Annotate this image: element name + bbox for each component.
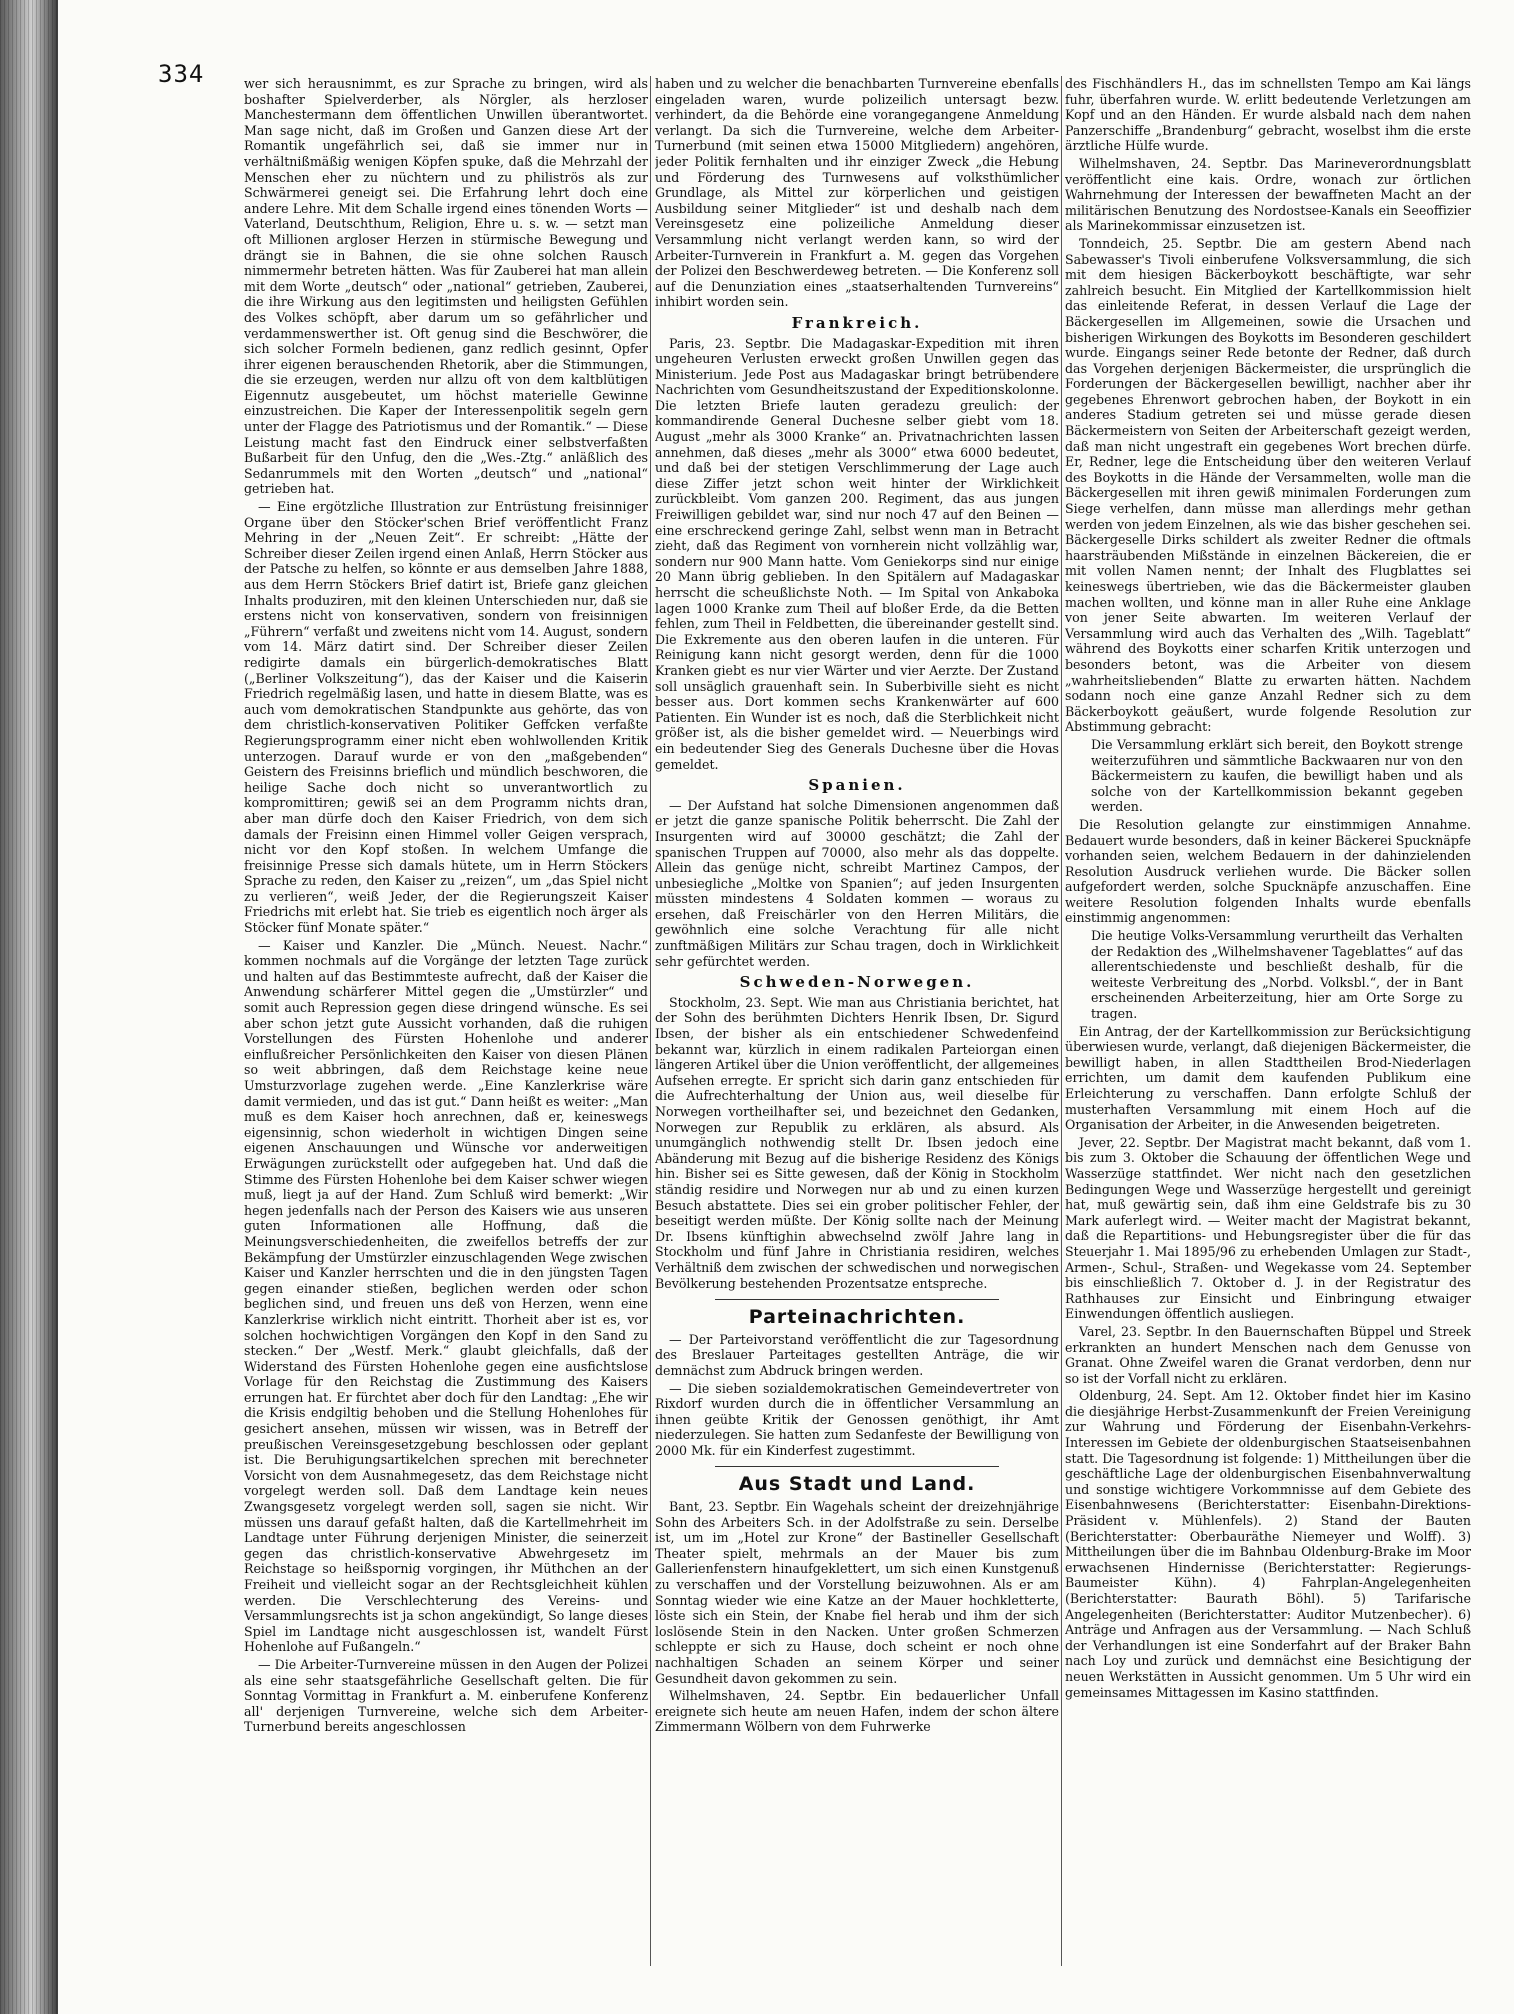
paragraph: — Der Parteivorstand veröffentlicht die zur Tagesordnung des Breslauer Parteitages gestellten Anträge, die wir demnächst zum Abdruck bringen werden. [655,1331,1059,1378]
paragraph: Wilhelmshaven, 24. Septbr. Ein bedauerlicher Unfall ereignete sich heute am neuen Hafen, indem der schon ältere Zimmermann Wölbern von dem Fuhrwerke [655,1688,1059,1735]
paragraph: haben und zu welcher die benachbarten Turnvereine ebenfalls eingeladen waren, wurde polizeilich untersagt bezw. verhindert, da die Behörde eine vorangegangene Anmeldung verlangt. Da sich die Turnvereine, welche dem Arbeiter-Turnerbund (mit seinen etwa 15000 Mitgliedern) angehören, jeder Politik fernhalten und ihr einziger Zweck „die Hebung und Förderung des Turnwesens auf volksthümlicher Grundlage, als Mittel zur körperlichen und geistigen Ausbildung seiner Mitglieder“ ist und deshalb nach dem Vereinsgesetz eine polizeiliche Anmeldung dieser Versammlung nicht verlangt werden kann, so wird der Arbeiter-Turnverein in Frankfurt a. M. gegen das Vorgehen der Polizei den Beschwerdeweg betreten. — Die Konferenz soll auf die Denunziation eines „staatserhaltenden Turnvereins“ inhibirt worden sein. [655,76,1059,310]
section-heading-parteinachrichten: Parteinachrichten. [748,1306,966,1329]
resolution-text: Die heutige Volks-Versammlung verurtheilt das Verhalten der Redaktion des „Wilhelmshavener Tageblattes“ auf das allerentschiedenste und beschließt deshalb, für die weiteste Verbreitung des „Norbd. Volksbl.“, der in Bant erscheinenden Arbeiterzeitung, hier am Orte Sorge zu tragen. [1091,928,1463,1022]
paragraph: Die Resolution gelangte zur einstimmigen Annahme. Bedauert wurde besonders, daß in keiner Bäckerei Spucknäpfe vorhanden seien, welchem Bedauern in der dahinzielenden Resolution Ausdruck verliehen wurde. Die Bäcker sollen aufgefordert werden, solche Spucknäpfe anzuschaffen. Eine weitere Resolution folgenden Inhalts wurde ebenfalls einstimmig angenommen: [1065,816,1471,926]
paragraph: Stockholm, 23. Sept. Wie man aus Christiania berichtet, hat der Sohn des berühmten Dichters Henrik Ibsen, Dr. Sigurd Ibsen, der bisher als ein entschiedener Schwedenfeind bekannt war, kürzlich in einem radikalen Parteiorgan einen längeren Artikel über die Union veröffentlicht, der allgemeines Aufsehen erregte. Er spricht sich darin ganz entschieden für die Aufrechterhaltung der Union aus, weil dieselbe für Norwegen vortheilhafter sei, und bezeichnet den Gedanken, Norwegen zur Republik zu erklären, als absurd. Als unumgänglich nothwendig stellt Dr. Ibsen jedoch eine Abänderung mit Bezug auf die bisherige Residenz des Königs hin. Bisher sei es Sitte gewesen, daß der König in Stockholm ständig residire und Norwegen nur ab und zu einen kurzen Besuch abstattete. Dies sei ein grober politischer Fehler, der beseitigt werden müßte. Der König sollte nach der Meinung Dr. Ibsens künftighin abwechselnd zwölf Jahre lang in Stockholm und fünf Jahre in Christiania residiren, welches Verhältniß dem zwischen der schwedischen und norwegischen Bevölkerung bestehenden Prozentsatze entspreche. [655,994,1059,1291]
paragraph: Bant, 23. Septbr. Ein Wagehals scheint der dreizehnjährige Sohn des Arbeiters Sch. in der Adolfstraße zu sein. Derselbe ist, um im „Hotel zur Krone“ der Bastineller Gesellschaft Theater spielt, mehrmals an der Mauer bis zum Gallerienfenstern hinaufgeklettert, um sich einen Kunstgenuß zu verschaffen und der Vorstellung beizuwohnen. Als er am Sonntag wieder wie eine Katze an der Mauer hochkletterte, löste sich ein Stein, der Knabe fiel herab und ihm der sich loslösende Stein in den Nacken. Unter großen Schmerzen schleppte er sich zu Hause, doch scheint er noch ohne nachhaltigen Schaden an seinem Körper und seiner Gesundheit davon gekommen zu sein. [655,1499,1059,1686]
paragraph: Ein Antrag, der der Kartellkommission zur Berücksichtigung überwiesen wurde, verlangt, daß diejenigen Bäckermeister, die bewilligt haben, in allen Stadttheilen Brod-Niederlagen errichten, um damit dem kaufenden Publikum eine Erleichterung zu verschaffen. Dann erfolgte Schluß der musterhaften Versammlung mit einem Hoch auf die Organisation der Arbeiter, in die Anwesenden beigetreten. [1065,1023,1471,1133]
section-divider [715,1299,999,1300]
column-rule [1061,76,1062,1966]
resolution-text: Die Versammlung erklärt sich bereit, den Boykott strenge weiterzuführen und sämmtliche Backwaaren nur von den Bäckermeistern zu kaufen, die bewilligt haben und als solche von der Kartellkommission bekannt gegeben werden. [1091,736,1463,815]
page-number: 334 [158,60,205,88]
paragraph: wer sich herausnimmt, es zur Sprache zu bringen, wird als boshafter Spielverderber, als Nörgler, als herzloser Manchestermann dem öffentlichen Unwillen überantwortet. Man sage nicht, daß im Großen und Ganzen diese Art der Romantik ungefährlich sei, daß sie immer nur in verhältnißmäßig wenigen Köpfen spuke, daß die Mehrzahl der Menschen eher zu nüchtern und zu philiströs als zur Schwärmerei geneigt sei. Die Erfahrung lehrt doch eine andere Lehre. Mit dem Schalle irgend eines tönenden Worts — Vaterland, Deutschthum, Religion, Ehre u. s. w. — setzt man oft Millionen argloser Herzen in stürmische Bewegung und drängt sie in Bahnen, die sie ohne solchen Rausch nimmermehr betreten hätten. Was für Zauberei hat man allein mit dem Worte „deutsch“ oder „national“ getrieben, Zauberei, die ihre Wirkung aus den legitimsten und heiligsten Gefühlen des Volkes schöpft, aber darum um so gefährlicher und verdammenswerther ist. Oft genug sind die Beschwörer, die sich solcher Formeln bedienen, ganz redlich gesinnt, Opfer ihrer eigenen berauschenden Rhetorik, aber die Stimmungen, die sie erzeugen, werden nur allzu oft von dem kaltblütigen Eigennutz ausgebeutet, um höchst materielle Gewinne einzustreichen. Die Kaper der Interessenpolitik segeln gern unter der Flagge des Patriotismus und der Romantik.“ — Diese Leistung macht fast den Eindruck einer selbstverfaßten Bußarbeit für den Unfug, den die „Wes.-Ztg.“ anläßlich des Sedanrummels mit den Worten „deutsch“ und „national“ getrieben hat. [244,76,648,497]
column-1 [244,76,648,1976]
paragraph: Jever, 22. Septbr. Der Magistrat macht bekannt, daß vom 1. bis zum 3. Oktober die Schauung der öffentlichen Wege und Wasserzüge stattfindet. Wer nicht nach den gesetzlichen Bedingungen Wege und Wasserzüge hergestellt und gereinigt hat, muß gewärtig sein, daß ihm eine Geldstrafe bis zu 30 Mark auferlegt wird. — Weiter macht der Magistrat bekannt, daß die Repartitions- und Hebungsregister über die für das Steuerjahr 1. Mai 1895/96 zu erhebenden Umlagen zur Stadt-, Armen-, Schul-, Straßen- und Wegekasse vom 24. September bis einschließlich 7. Oktober d. J. in der Registratur des Rathhauses zur Einsicht und Einbringung etwaiger Einwendungen öffentlich ausliegen. [1065,1134,1471,1322]
paragraph: — Eine ergötzliche Illustration zur Entrüstung freisinniger Organe über den Stöcker'schen Brief veröffentlicht Franz Mehring in der „Neuen Zeit“. Er schreibt: „Hätte der Schreiber dieser Zeilen irgend einen Anlaß, Herrn Stöcker aus der Patsche zu helfen, so könnte er aus demselben Jahre 1888, aus dem Herrn Stöckers Brief datirt ist, Briefe ganz gleichen Inhalts produziren, mit den kleinen Unterschieden nur, daß sie erstens nicht von konservativen, sondern von freisinnigen „Führern“ verfaßt und zweitens nicht vom 14. August, sondern vom 14. März datirt sind. Der Schreiber dieser Zeilen redigirte damals ein bürgerlich-demokratisches Blatt („Berliner Volkszeitung“), das der Kaiser und die Kaiserin Friedrich regelmäßig lasen, und hatte in diesem Blatte, was es auch vom demokratischen Standpunkte aus gehörte, das von dem christlich-konservativen Politiker Geffcken verfaßte Regierungsprogramm einer nicht eben wohlwollenden Kritik unterzogen. Darauf wurde er von den „maßgebenden“ Geistern des Freisinns brieflich und mündlich beschworen, die heilige Sache doch nicht so unverantwortlich zu kompromittiren; gewiß sei an dem Programm nichts dran, aber man dürfe doch den Kaiser Friedrich, von dem sich damals der Freisinn einen Himmel voller Geigen versprach, nicht vor den Kopf stoßen. In welchem Umfange die freisinnige Presse sich damals hütete, um in Herrn Stöckers Sprache zu reden, den Kaiser zu „reizen“, um „das Spiel nicht zu verlieren“, weiß Jeder, der die Regierungszeit Kaiser Friedrichs mit erlebt hat. Sie trieb es eigentlich noch ärger als Stöcker fünf Monate später.“ [244,499,648,936]
section-divider [715,1466,999,1467]
paragraph: Varel, 23. Septbr. In den Bauernschaften Büppel und Streek erkrankten an hundert Menschen nach dem Genusse von Granat. Ohne Zweifel waren die Granat verdorben, denn nur so ist der Vorfall nicht zu erklären. [1065,1323,1471,1386]
paragraph: Oldenburg, 24. Sept. Am 12. Oktober findet hier im Kasino die diesjährige Herbst-Zusammenkunft der Freien Vereinigung zur Wahrung und Förderung der Eisenbahn-Verkehrs-Interessen im Gebiete der oldenburgischen Staatseisenbahnen statt. Die Tagesordnung ist folgende: 1) Mittheilungen über die geschäftliche Lage der oldenburgischen Eisenbahnverwaltung und sonstige wichtigere Vorkommnisse auf dem Gebiete des Eisenbahnwesens (Berichterstatter: Eisenbahn-Direktions-Präsident v. Mühlenfels). 2) Stand der Bauten (Berichterstatter: Oberbauräthe Niemeyer und Wolff). 3) Mittheilungen über die im Bahnbau Oldenburg-Brake im Moor erwachsenen Hindernisse (Berichterstatter: Regierungs-Baumeister Kühn). 4) Fahrplan-Angelegenheiten (Berichterstatter: Baurath Böhl). 5) Tarifarische Angelegenheiten (Berichterstatter: Auditor Mutzenbecher). 6) Anträge und Anfragen aus der Versammlung. — Nach Schluß der Verhandlungen ist eine Sonderfahrt auf der Braker Bahn nach Loy und zurück und demnächst eine Besichtigung der neuen Werkstätten in Aussicht genommen. Um 5 Uhr wird ein gemeinsames Mittagessen im Kasino stattfinden. [1065,1388,1471,1700]
section-heading-frankreich: Frankreich. [791,313,923,332]
book-binding-edge [0,0,58,2014]
paragraph: — Kaiser und Kanzler. Die „Münch. Neuest. Nachr.“ kommen nochmals auf die Vorgänge der letzten Tage zurück und halten auf das Bestimmteste aufrecht, daß der Kaiser die Anwendung schärferer Mittel gegen die „Umstürzler“ und somit auch Repression gegen diese dringend wünsche. Es sei aber schon jetzt gute Aussicht vorhanden, daß die ruhigen Vorstellungen des Fürsten Hohenlohe und anderer einflußreicher Persönlichkeiten den Kaiser von diesen Plänen so weit abbringen, daß dem Reichstage keine neue Umsturzvorlage zugehen werde. „Eine Kanzlerkrise wäre damit vermieden, und das ist gut.“ Dann heißt es weiter: „Man muß es dem Kaiser hoch anrechnen, daß er, keineswegs eigensinnig, schon wiederholt in wichtigen Dingen seine eigenen Anschauungen und Wünsche vor anderweitigen Erwägungen zurückstellt oder aufgegeben hat. Und daß die Stimme des Fürsten Hohenlohe bei dem Kaiser schwer wiegen muß, liegt ja auf der Hand. Zum Schluß wird bemerkt: „Wir hegen jedenfalls nach der Person des Kaisers wie aus unseren guten Informationen alle Hoffnung, daß die Meinungsverschiedenheiten, die zweifellos betreffs der zur Bekämpfung der Umstürzler einzuschlagenden Wege zwischen Kaiser und Kanzler herrschten und die in den jüngsten Tagen gegen einander stießen, beglichen werden oder schon beglichen sind, und freuen uns deß von Herzen, wenn eine Kanzlerkrise wirklich nicht eintritt. Thorheit aber ist es, vor solchen hochwichtigen Vorgängen den Kopf in den Sand zu stecken.“ Der „Westf. Merk.“ glaubt gleichfalls, daß der Widerstand des Fürsten Hohenlohe gegen eine ausfichtslose Vorlage für den Reichstag die Zustimmung des Kaisers errungen hat. Er fürchtet aber doch für den Landtag: „Ehe wir die Krisis endgiltig behoben und die Stellung Hohenlohes für gesichert ansehen, müssen wir wissen, was in Betreff der preußischen Vereinsgesetzgebung beschlossen oder geplant ist. Die Beruhigungsartikelchen sprechen mit berechneter Vorsicht von dem Ausnahmegesetz, das dem Reichstage nicht vorgelegt werden soll. Daß dem Landtage kein neues Zwangsgesetz vorgelegt werden soll, sagen sie nicht. Wir müssen uns darauf gefaßt halten, daß die Kartellmehrheit im Landtage unter Führung derjenigen Minister, die seinerzeit gegen das christlich-konservative Abwehrgesetz im Reichstage so heißspornig vorgingen, ihr Müthchen an der Freiheit und vielleicht sogar an der Rechtsgleichheit kühlen werden. Die Verschlechterung des Vereins- und Versammlungsrechts ist ja schon angekündigt, So lange dieses Spiel im Landtage nicht ausgeschlossen ist, wandelt Fürst Hohenlohe auf Fußangeln.“ [244,937,648,1655]
paragraph: Wilhelmshaven, 24. Septbr. Das Marineverordnungsblatt veröffentlicht eine kais. Ordre, wonach zur örtlichen Wahrnehmung der Interessen der bewaffneten Macht an der militärischen Benutzung des Nordostsee-Kanals ein Seeoffizier als Marinekommissar einzusetzen ist. [1065,155,1471,234]
paragraph: — Der Aufstand hat solche Dimensionen angenommen daß er jetzt die ganze spanische Politik beherrscht. Die Zahl der Insurgenten wird auf 30000 geschätzt; die Zahl der spanischen Truppen auf 70000, also mehr als das doppelte. Allein das genüge nicht, schreibt Martinez Campos, der unbesiegliche „Moltke von Spanien“; auf jeden Insurgenten müssten mindestens 4 Soldaten kommen — woraus zu ersehen, daß Freischärler von den Herren Militärs, die gewöhnlich eine solche Verachtung für alle nicht zunftmäßigen Militärs zur Schau tragen, doch in Wirklichkeit sehr gefürchtet werden. [655,797,1059,969]
paragraph: Tonndeich, 25. Septbr. Die am gestern Abend nach Sabewasser's Tivoli einberufene Volksversammlung, die sich mit dem hiesigen Bäckerboykott beschäftigte, war sehr zahlreich besucht. Ein Mitglied der Kartellkommission hielt das einleitende Referat, in dessen Verlauf die Lage der Bäckergesellen im Allgemeinen, sowie die Ursachen und bisherigen Wirkungen des Boykotts im Besonderen geschildert wurde. Eingangs seiner Rede betonte der Redner, daß durch das Vorgehen derjenigen Bäckermeister, die ursprünglich die Forderungen der Bäckergesellen bewilligt, nachher aber ihr gegebenes Ehrenwort gebrochen haben, der Boykott in ein anderes Stadium getreten sei und müsse gerade diesen Bäckermeistern von Seiten der Arbeiterschaft gezeigt werden, daß man nicht ungestraft ein gegebenes Wort brechen dürfe. Er, Redner, lege die Entscheidung über den weiteren Verlauf des Boykotts in die Hände der Versammelten, wolle man die Bäckergesellen mit ihren gewiß minimalen Forderungen zum Siege verhelfen, dann müsse man allerdings mehr gethan werden von jedem Einzelnen, als wie das bisher geschehen sei. Bäckergeselle Dirks schildert als zweiter Redner die oftmals haarsträubenden Mißstände in einzelnen Bäckereien, die er mit vollen Namen nennt; der Inhalt des Flugblattes sei keineswegs übertrieben, wie das die Bäckermeister glauben machen wollten, und könne man in aller Ruhe eine Anklage von jener Seite abwarten. Im weiteren Verlauf der Versammlung wird auch das Verhalten des „Wilh. Tageblatt“ während des Boykotts einer scharfen Kritik unterzogen und besonders betont, was die Arbeiter von diesem „wahrheitsliebenden“ Blatte zu erwarten hätten. Nachdem sodann noch eine ganze Anzahl Redner sich zu dem Bäckerboykott geäußert, wurde folgende Resolution zur Abstimmung gebracht: [1065,235,1471,735]
column-rule [650,76,651,1966]
paragraph: — Die Arbeiter-Turnvereine müssen in den Augen der Polizei als eine sehr staatsgefährliche Gesellschaft gelten. Die für Sonntag Vormittag in Frankfurt a. M. einberufene Konferenz all' derjenigen Turnvereine, welche sich dem Arbeiter-Turnerbund bereits angeschlossen [244,1656,648,1735]
section-heading-schweden-norwegen: Schweden-Norwegen. [739,973,975,992]
paragraph: — Die sieben sozialdemokratischen Gemeindevertreter von Rixdorf wurden durch die in öffentlicher Versammlung an ihnen geübte Kritik der Genossen genöthigt, ihr Amt niederzulegen. Sie hatten zum Sedanfeste der Bewilligung von 2000 Mk. für ein Kinderfest zugestimmt. [655,1380,1059,1458]
column-2 [655,76,1059,1976]
binding-page-edges [0,0,58,2014]
section-heading-aus-stadt-und-land: Aus Stadt und Land. [738,1473,976,1496]
paragraph: Paris, 23. Septbr. Die Madagaskar-Expedition mit ihren ungeheuren Verlusten erweckt großen Unwillen gegen das Ministerium. Jede Post aus Madagaskar bringt betrübendere Nachrichten vom Gesundheitszustand der Expeditionskolonne. Die letzten Briefe lauten geradezu greulich: der kommandirende General Duchesne selber giebt vom 18. August „mehr als 3000 Kranke“ an. Privatnachrichten lassen annehmen, daß dieses „mehr als 3000“ etwa 6000 bedeutet, und daß bei der stetigen Verschlimmerung der Lage auch diese Ziffer jetzt schon weit hinter der Wirklichkeit zurückbleibt. Vom ganzen 200. Regiment, das aus jungen Freiwilligen gebildet war, sind nur noch 47 auf den Beinen — eine erschreckend geringe Zahl, selbst wenn man in Betracht zieht, daß das Regiment von vornherein nicht vollzählig war, sondern nur 900 Mann hatte. Vom Geniekorps sind nur einige 20 Mann übrig geblieben. In den Spitälern auf Madagaskar herrscht die scheußlichste Noth. — Im Spital von Ankaboka lagen 1000 Kranke zum Theil auf bloßer Erde, da die Betten fehlen, zum Theil in Feldbetten, die übereinander gestellt sind. Die Exkremente aus den oberen laufen in die unteren. Für Reinigung kann nicht gesorgt werden, denn für die 1000 Kranken giebt es nur vier Wärter und vier Aerzte. Der Zustand soll unsäglich grauenhaft sein. In Suberbiville sieht es nicht besser aus. Dort kommen sechs Krankenwärter auf 600 Patienten. Ein Wunder ist es noch, daß die Sterblichkeit nicht größer ist, als die bisher gemeldet wird. — Neuerbings wird ein bedeutender Sieg des Generals Duchesne über die Hovas gemeldet. [655,335,1059,772]
column-3 [1065,76,1471,1976]
newspaper-page [58,0,1514,2014]
paragraph: des Fischhändlers H., das im schnellsten Tempo am Kai längs fuhr, überfahren wurde. W. erlitt bedeutende Verletzungen am Kopf und an den Händen. Er wurde alsbald nach dem nahen Panzerschiffe „Brandenburg“ gebracht, woselbst ihm die erste ärztliche Hülfe wurde. [1065,76,1471,154]
section-heading-spanien: Spanien. [808,776,906,795]
